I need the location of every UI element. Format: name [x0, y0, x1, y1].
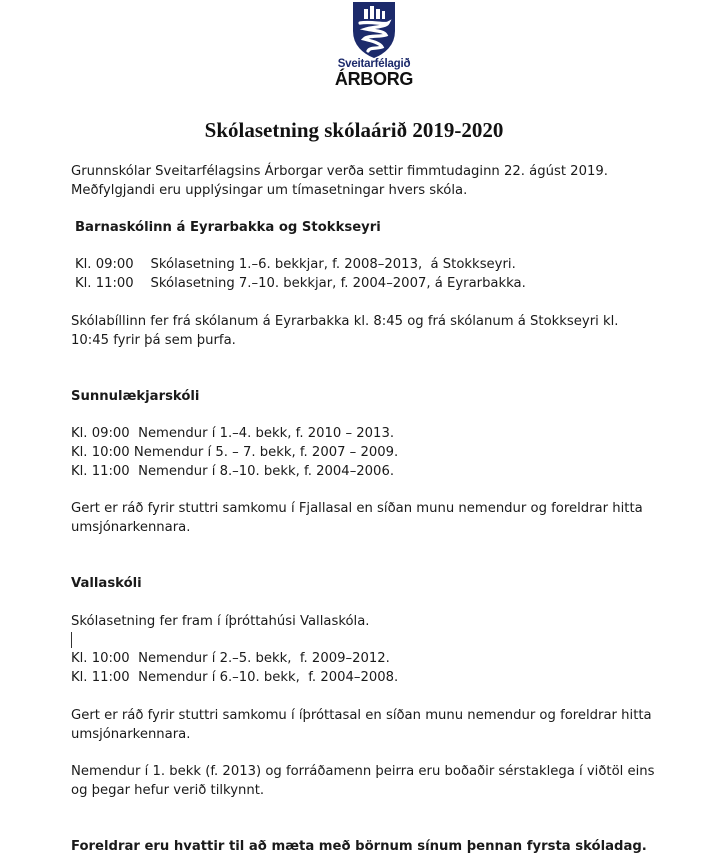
schedule-line: Kl. 11:00 Skólasetning 7.–10. bekkjar, f. 2004–2007, á Eyrarbakka. — [75, 276, 526, 291]
note-line: umsjónarkennara. — [71, 727, 191, 742]
schedule-line: Kl. 10:00 Nemendur í 5. – 7. bekk, f. 2007 – 2009. — [71, 445, 399, 460]
text-cursor — [71, 632, 72, 648]
note-line: Skólabíllinn fer frá skólanum á Eyrarbakka kl. 8:45 og frá skólanum á Stokkseyri kl. — [71, 314, 619, 329]
schedule-line: Kl. 10:00 Nemendur í 2.–5. bekk, f. 2009–2012. — [71, 651, 390, 666]
schedule-line: Kl. 09:00 Skólasetning 1.–6. bekkjar, f. 2008–2013, á Stokkseyri. — [75, 257, 516, 272]
school-heading-sunnulaekjarskoli: Sunnulækjarskóli — [71, 389, 200, 404]
arborg-coat-of-arms-icon — [352, 1, 396, 59]
school-heading-vallaskoli: Vallaskóli — [71, 576, 142, 591]
schedule-line: Kl. 11:00 Nemendur í 6.–10. bekk, f. 2004–2008. — [71, 670, 399, 685]
schedule-line: Kl. 09:00 Nemendur í 1.–4. bekk, f. 2010 – 2013. — [71, 426, 395, 441]
note-line: 10:45 fyrir þá sem þurfa. — [71, 333, 236, 348]
note-line: umsjónarkennara. — [71, 520, 191, 535]
schedule-line: Kl. 11:00 Nemendur í 8.–10. bekk, f. 2004–2006. — [71, 464, 395, 479]
note-line: Gert er ráð fyrir stuttri samkomu í íþróttasal en síðan munu nemendur og foreldrar hitta — [71, 708, 652, 723]
page-title: Skólasetning skólaárið 2019-2020 — [204, 118, 504, 142]
note-line: Gert er ráð fyrir stuttri samkomu í Fjallasal en síðan munu nemendur og foreldrar hitta — [71, 501, 643, 516]
note-line: og þegar hefur verið tilkynnt. — [71, 783, 265, 798]
logo-line1: Sveitarfélagið — [337, 58, 411, 70]
intro-line-1: Grunnskólar Sveitarfélagsins Árborgar verða settir fimmtudaginn 22. ágúst 2019. — [71, 164, 608, 179]
note-line: Nemendur í 1. bekk (f. 2013) og forráðamenn þeirra eru boðaðir sérstaklega í viðtöl eins — [71, 764, 655, 779]
intro-line-2: Meðfylgjandi eru upplýsingar um tímasetningar hvers skóla. — [71, 183, 468, 198]
logo — [330, 1, 418, 97]
school-heading-barnaskolinn: Barnaskólinn á Eyrarbakka og Stokkseyri — [75, 220, 381, 235]
location-line: Skólasetning fer fram í íþróttahúsi Vallaskóla. — [71, 614, 370, 629]
logo-line2: ÁRBORG — [334, 69, 414, 89]
closing-line: Foreldrar eru hvattir til að mæta með börnum sínum þennan fyrsta skóladag. — [71, 839, 647, 854]
